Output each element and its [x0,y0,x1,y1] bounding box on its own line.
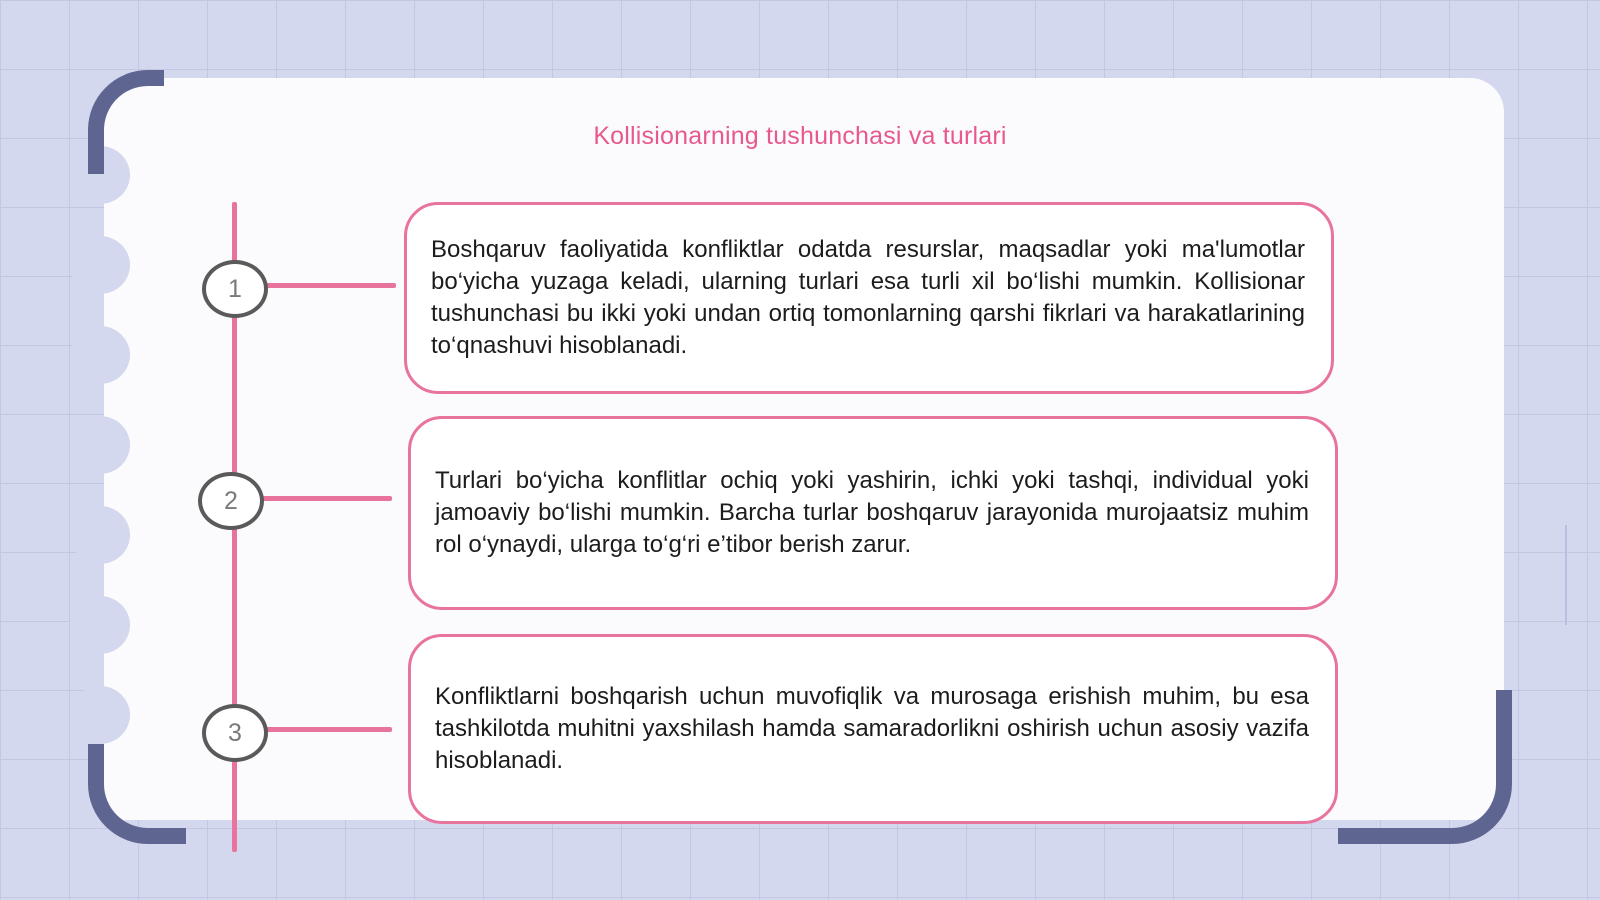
frame-corner-bottom-right [1338,690,1512,844]
timeline-card-3 [408,634,1338,824]
timeline-card-text-2: Turlari bo‘yicha konflitlar ochiq yoki yashirin, ichki yoki tashqi, individual yoki jamoaviy bo‘lishi mumkin. Barcha turlar boshqaruv jarayonida murojaatsiz muhim rol o‘ynaydi, ularga to‘g‘ri e’tibor berish zarur. [435,467,1309,558]
timeline-step-2: 2 [198,472,264,530]
timeline-connector-1 [266,283,396,288]
timeline-connector-3 [264,727,392,732]
card-edge-scallop [70,506,130,564]
frame-corner-bottom-left [88,744,186,844]
card-edge-scallop [70,236,130,294]
timeline-card-text-3: Konfliktlarni boshqarish uchun muvofiqlik va murosaga erishish muhim, bu esa tashkilotda muhitni yaxshilash hamda samaradorlikni oshirish uchun asosiy vazifa hisoblanadi. [435,683,1309,774]
card-edge-scallop [70,326,130,384]
decorative-grid-mark [1565,525,1567,625]
card-edge-scallop [70,686,130,744]
frame-corner-top-left [88,70,164,174]
card-edge-scallop [70,416,130,474]
timeline-card-text-1: Boshqaruv faoliyatida konfliktlar odatda resurslar, maqsadlar yoki ma'lumotlar bo‘yicha yuzaga keladi, ularning turlari esa turli xil bo‘lishi mumkin. Kollisionar tushunchasi bu ikki yoki undan ortiq tomonlarning qarshi fikrlari va harakatlarining to‘qnashuvi hisoblanadi. [431,236,1305,359]
timeline-step-3: 3 [202,704,268,762]
timeline-connector-2 [262,496,392,501]
timeline-step-1: 1 [202,260,268,318]
slide-title: Kollisionarning tushunchasi va turlari [593,122,1007,150]
card-edge-scallop [70,596,130,654]
timeline-card-2 [408,416,1338,610]
timeline-card-1 [404,202,1334,394]
